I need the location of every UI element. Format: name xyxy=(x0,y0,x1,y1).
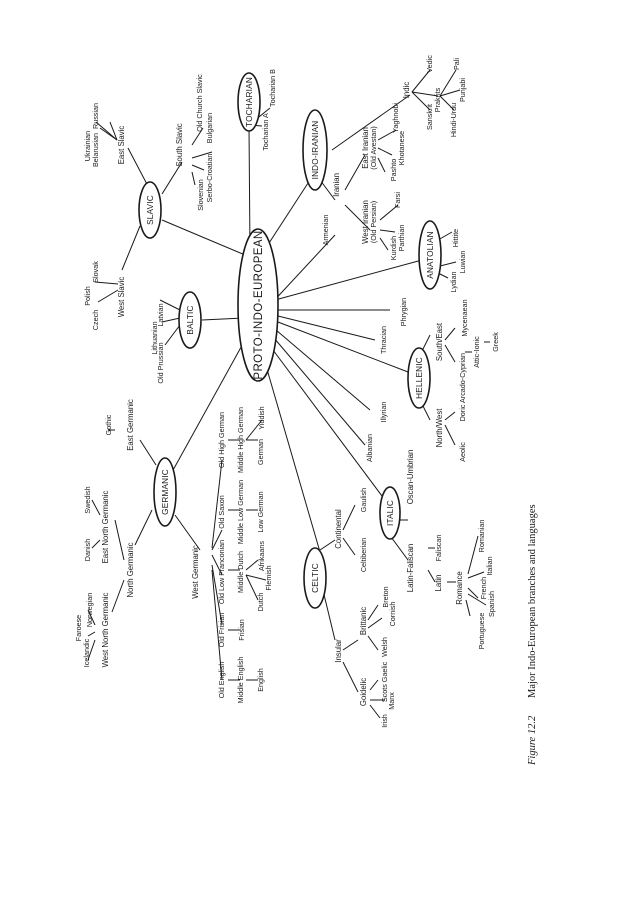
arcado-cyprian-label: Arcado-Cyprian xyxy=(458,353,467,403)
middle-low-german-label: Middle Low German xyxy=(236,479,245,545)
italic-label: ITALIC xyxy=(386,499,395,527)
west-iranian-label: West Iranian xyxy=(361,200,370,244)
language-slovak: Slovak xyxy=(91,261,100,283)
language-cornish: Cornish xyxy=(388,601,397,627)
edge-insular-brittanic xyxy=(343,640,358,650)
language-armenian: Armenian xyxy=(321,214,330,246)
language-albanian: Albanian xyxy=(365,434,374,462)
language-faroese: Faroese xyxy=(74,614,83,642)
east-iranian-note: (Old Avestan) xyxy=(369,126,378,170)
edge-north-west-aeolic xyxy=(445,425,455,445)
language-vedic: Vedic xyxy=(425,55,434,73)
old-english-label: Old English xyxy=(217,661,226,699)
figure-caption xyxy=(527,504,538,766)
language-ukrainian: Ukrainian xyxy=(83,130,92,162)
edge-romance-portuguese xyxy=(466,600,470,616)
language-phrygian: Phrygian xyxy=(399,297,408,327)
language-prakrits: Prakrits xyxy=(433,87,442,113)
old-frisian-label: Old Frisian xyxy=(217,612,226,648)
middle-high-german-label: Middle High German xyxy=(236,407,245,473)
edge-germanic-west xyxy=(175,515,200,550)
language-portuguese: Portuguese xyxy=(477,612,486,650)
language-breton: Breton xyxy=(381,586,390,608)
edge-east-iranian-khotanese xyxy=(378,148,392,155)
continental-label: Continental xyxy=(334,509,343,549)
language-pashto: Pashto xyxy=(389,158,398,182)
romance-label: Romance xyxy=(455,571,464,605)
edge-continental-celtiberian xyxy=(343,538,355,555)
language-lithuanian: Lithuanian xyxy=(150,321,159,355)
language-latvian: Latvian xyxy=(156,303,165,327)
middle-english-label: Middle English xyxy=(236,656,245,704)
language-pali: Pali xyxy=(452,58,461,70)
language-thracian: Thracian xyxy=(379,326,388,354)
edge-root-italic xyxy=(270,346,385,500)
hellenic-label: HELLENIC xyxy=(415,357,424,399)
west-north-germanic-label: West North Germanic xyxy=(101,592,110,668)
edge-east-north-swedish xyxy=(92,500,100,515)
oscan-umbrian-label: Oscan-Umbrian xyxy=(406,449,415,505)
language-slovenian: Slovenian xyxy=(196,179,205,211)
edge-goidelic-irish xyxy=(370,705,380,718)
language-dutch: Dutch xyxy=(256,592,265,612)
language-serbo-croatian: Serbo-Croatian xyxy=(205,153,214,203)
slavic-label: SLAVIC xyxy=(146,195,155,225)
edge-west-north-faroese xyxy=(88,632,95,636)
south-slavic-label: South Slavic xyxy=(175,123,184,167)
tocharian-label: TOCHARIAN xyxy=(245,77,254,127)
german-label: German xyxy=(256,439,265,465)
edge-south-slavic-slovenian xyxy=(192,172,195,185)
language-kurdish: Kurdish xyxy=(389,235,398,261)
language-spanish: Spanish xyxy=(487,591,496,617)
language-belarusian: Belarusian xyxy=(91,133,100,167)
language-french: French xyxy=(479,576,488,600)
edge-brittanic-welsh xyxy=(368,636,378,650)
language-yiddish: Yiddish xyxy=(257,406,266,430)
old-saxon-label: Old Saxon xyxy=(217,495,226,529)
east-north-germanic-label: East North Germanic xyxy=(101,490,110,564)
edge-east-north-danish xyxy=(92,540,100,548)
north-germanic-label: North Germanic xyxy=(126,542,135,598)
language-welsh: Welsh xyxy=(380,637,389,657)
edge-north-east-north xyxy=(115,520,124,560)
language-russian: Russian xyxy=(91,103,100,129)
root-label: PROTO-INDO-EUROPEAN xyxy=(253,230,265,380)
language-gaulish: Gaulish xyxy=(359,487,368,513)
edge-root-slavic xyxy=(162,220,245,255)
attic-ionic-label: Attic-Ionic xyxy=(472,336,481,368)
language-illyrian: Illyrian xyxy=(379,401,388,423)
language-czech: Czech xyxy=(91,309,100,331)
language-parthian: Parthian xyxy=(397,224,406,252)
language-luwian: Luwian xyxy=(458,250,467,274)
east-slavic-label: East Slavic xyxy=(117,125,126,165)
celtic-label: CELTIC xyxy=(311,563,320,593)
latin-label: Latin xyxy=(434,574,443,592)
connector-lines xyxy=(88,70,490,718)
language-hittite: Hittite xyxy=(451,228,460,248)
east-iranian-label: East Iranian xyxy=(361,127,370,169)
language-manx: Manx xyxy=(387,692,396,710)
north-west-label: North/West xyxy=(435,408,444,448)
language-sanskrit: Sanskrit xyxy=(425,104,434,130)
edge-south-east-arcado xyxy=(445,345,455,362)
language-flemish: Flemish xyxy=(264,565,273,591)
language-labels xyxy=(74,55,500,728)
language-scots-gaelic: Scots Gaelic xyxy=(380,661,389,703)
language-old-church-slavic: Old Church Slavic xyxy=(195,74,204,132)
edge-insular-goidelic xyxy=(343,662,358,692)
edge-root-tocharian xyxy=(249,127,250,252)
baltic-label: BALTIC xyxy=(186,305,195,335)
edge-middle-dutch-flemish xyxy=(246,575,266,580)
language-polish: Polish xyxy=(83,286,92,306)
insular-label: Insular xyxy=(334,639,343,663)
language-swedish: Swedish xyxy=(83,486,92,514)
edge-root-germanic xyxy=(172,340,245,472)
language-italian: Italian xyxy=(485,556,494,576)
edge-north-west-doric xyxy=(445,412,455,420)
west-germanic-label: West Germanic xyxy=(191,545,200,599)
language-yaghnobi: Yaghnobi xyxy=(391,103,400,133)
language-faliscan: Faliscan xyxy=(434,534,443,562)
west-slavic-label: West Slavic xyxy=(117,276,126,318)
language-frisian: Frisian xyxy=(237,619,246,641)
edge-baltic-old-prussian xyxy=(165,325,180,345)
language-farsi: Farsi xyxy=(393,192,402,208)
anatolian-label: ANATOLIAN xyxy=(426,231,435,279)
language-tocharian-b: Tocharian B xyxy=(268,69,277,107)
edge-east-iranian-pashto xyxy=(378,158,385,172)
edge-root-anatolian xyxy=(275,260,422,300)
edge-root-albanian xyxy=(274,338,365,445)
edge-germanic-north xyxy=(135,510,152,545)
language-romanian: Romanian xyxy=(477,519,486,553)
language-aeolic: Aeolic xyxy=(458,442,467,462)
edge-celtic-continental xyxy=(320,540,335,550)
middle-dutch-label: Middle Dutch xyxy=(236,551,245,593)
language-old-prussian: Old Prussian xyxy=(156,342,165,384)
edge-root-illyrian xyxy=(276,330,370,410)
old-high-german-label: Old High German xyxy=(217,412,226,468)
language-danish: Danish xyxy=(83,538,92,562)
edge-south-east-mycenaean xyxy=(445,328,455,340)
language-afrikaans: Afrikaans xyxy=(257,541,266,571)
language-bulgarian: Bulgarian xyxy=(205,112,214,144)
language-tocharian-a: Tocharian A xyxy=(261,113,270,151)
edge-brittanic-cornish xyxy=(368,618,382,628)
latin-faliscan-label: Latin-Faliscan xyxy=(406,543,415,593)
indo-iranian-label: INDO-IRANIAN xyxy=(311,120,320,180)
language-khotanese: Khotanese xyxy=(397,130,406,166)
edge-germanic-east xyxy=(140,440,156,465)
edge-north-west-north xyxy=(112,580,124,612)
edge-west-iranian-kurdish xyxy=(380,238,388,250)
language-hindi-urdu: Hindi-Urdu xyxy=(449,102,458,138)
language-icelandic: Icelandic xyxy=(82,638,91,668)
language-greek: Greek xyxy=(491,332,500,352)
edge-slavic-west xyxy=(122,226,140,270)
edge-west-iranian-parthian xyxy=(380,230,395,232)
goidelic-label: Goidelic xyxy=(359,677,368,707)
language-lydian: Lydian xyxy=(449,271,458,293)
edge-continental-gaulish xyxy=(343,505,355,530)
language-gothic: Gothic xyxy=(104,414,113,436)
edge-anatolian-luwian xyxy=(440,262,456,266)
language-mycenaean: Mycenaean xyxy=(460,299,469,337)
language-doric: Doric xyxy=(458,404,467,422)
west-iranian-note: (Old Persian) xyxy=(369,200,378,244)
edge-goidelic-scots xyxy=(370,680,378,690)
language-celtiberian: Celtiberian xyxy=(359,537,368,573)
east-germanic-label: East Germanic xyxy=(126,399,135,451)
language-punjabi: Punjabi xyxy=(458,78,467,102)
caption-text: Major Indo-European branches and languages xyxy=(527,504,538,698)
old-low-franconian-label: Old Low Franconian xyxy=(217,539,226,605)
caption-number: Figure 12.2 xyxy=(527,715,538,765)
iranian-label: Iranian xyxy=(332,173,341,197)
low-german-label: Low German xyxy=(256,491,265,533)
south-east-label: South/East xyxy=(435,322,444,362)
language-norwegian: Norwegian xyxy=(85,592,94,628)
language-irish: Irish xyxy=(380,714,389,728)
brittanic-label: Brittanic xyxy=(359,606,368,636)
edge-brittanic-breton xyxy=(368,605,378,620)
language-english: English xyxy=(256,668,265,692)
edge-west-slavic-czech xyxy=(98,290,118,302)
indic-label: Indic xyxy=(402,81,411,99)
edge-root-hellenic xyxy=(278,322,408,372)
germanic-label: GERMANIC xyxy=(161,469,170,515)
edge-south-slavic-serbo xyxy=(192,165,204,170)
